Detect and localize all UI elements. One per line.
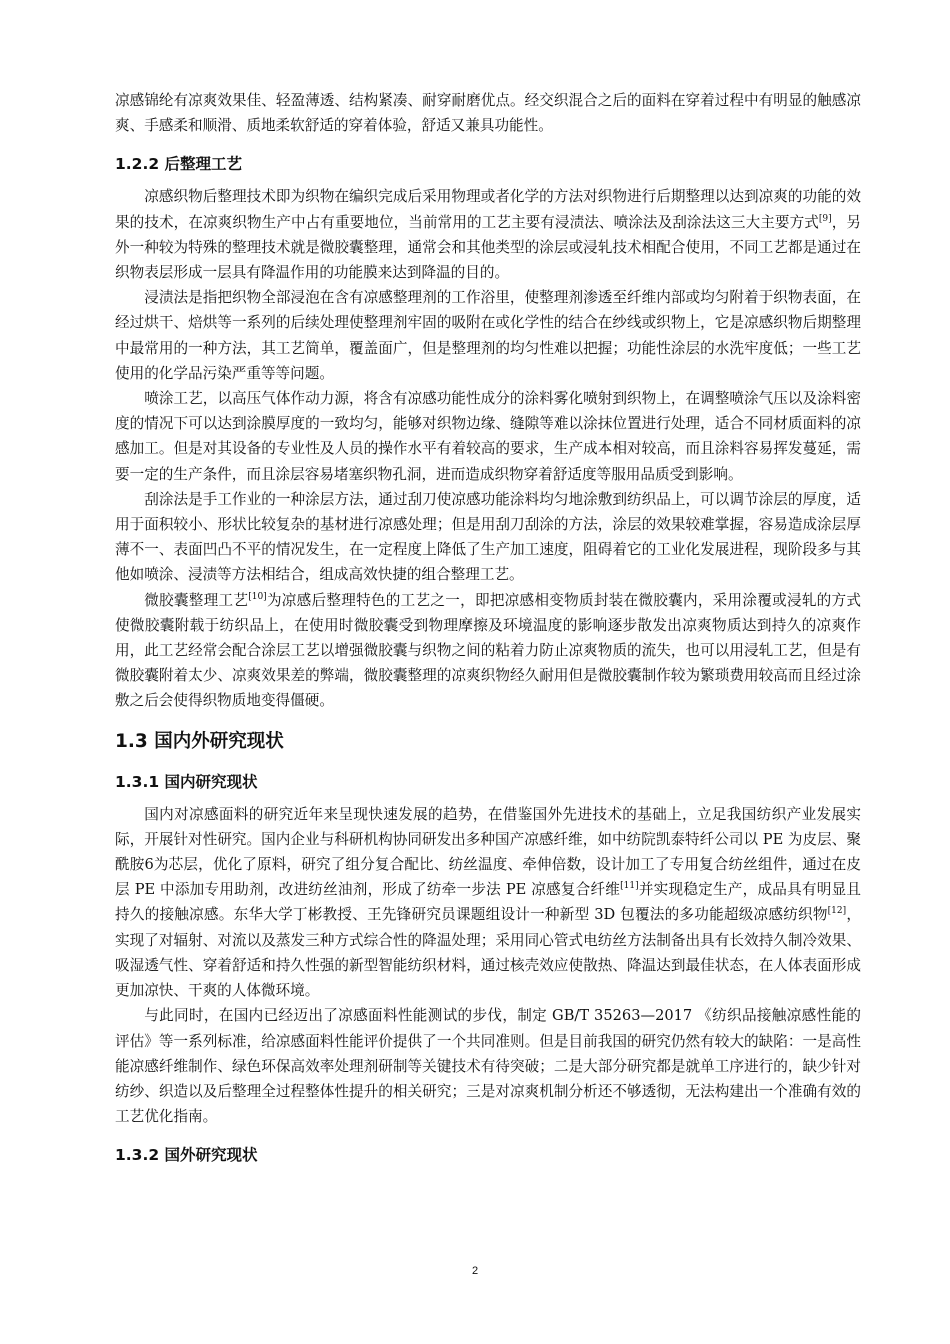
citation-ref-10: [10] <box>248 591 267 602</box>
document-body <box>115 88 861 1175</box>
paragraph-spraying-method: 喷涂工艺，以高压气体作动力源，将含有凉感功能性成分的涂料雾化喷射到织物上，在调整喷涂气压以及涂料密度的情况下可以达到涂膜厚度的一致均匀，能够对织物边缘、缝隙等难以涂抹位置进行处理，适合不同材质面料的凉感加工。但是对其设备的专业性及人员的操作水平有着较高的要求，生产成本相对较高，而且涂料容易挥发蔓延，需要一定的生产条件，而且涂层容易堵塞织物孔洞，进而造成织物穿着舒适度等服用品质受到影响。 <box>115 390 861 483</box>
text-segment: 国内对凉感面料的研究近年来呈现快速发展的趋势，在借鉴国外先进技术的基础上，立足我国纺织产业发展实际，开展针对性研究。国内企业与科研机构协同研发出多种国产凉感纤维，如中纺院凯泰特纤公司以 PE 为皮层、聚酰胺6为芯层，优化了原料，研究了组分复合配比、纺丝温度、牵伸倍数，设计加工了专用复合纺丝组件，通过在皮层 PE 中添加专用助剂，改进纺丝油剂，形成了纺牵一步法 PE 凉感复合纤维 <box>115 805 861 899</box>
paragraph-domestic-research <box>115 802 861 1004</box>
paragraph-finishing-overview <box>115 184 861 285</box>
paragraph-microcapsule <box>115 588 861 714</box>
citation-ref-11: [11] <box>620 881 639 892</box>
text-segment: 微胶囊整理工艺 <box>144 591 249 609</box>
heading-1-2-2: 1.2.2 后整理工艺 <box>115 155 243 174</box>
text-segment: 为凉感后整理特色的工艺之一，即把凉感相变物质封装在微胶囊内，采用涂覆或浸轧的方式使微胶囊附载于纺织品上，在使用时微胶囊受到物理摩擦及环境温度的影响逐步散发出凉爽物质达到持久的凉爽作用，此工艺经常会配合涂层工艺以增强微胶囊与织物之间的粘着力防止凉爽物质的流失，也可以用浸轧工艺，但是有微胶囊附着太少、凉爽效果差的弊端，微胶囊整理的凉爽织物经久耐用但是微胶囊制作较为繁琐费用较高而且经过涂敷之后会使得织物质地变得僵硬。 <box>115 591 861 710</box>
heading-1-3-1: 1.3.1 国内研究现状 <box>115 772 258 791</box>
page-number: 2 <box>471 1265 479 1277</box>
citation-ref-12: [12] <box>827 906 847 917</box>
heading-1-3: 1.3 国内外研究现状 <box>115 730 284 752</box>
paragraph-cool-nylon: 凉感锦纶有凉爽效果佳、轻盈薄透、结构紧凑、耐穿耐磨优点。经交织混合之后的面料在穿着过程中有明显的触感凉爽、手感柔和顺滑、质地柔软舒适的穿着体验，舒适又兼具功能性。 <box>115 92 861 135</box>
text-segment: 凉感织物后整理技术即为织物在编织完成后采用物理或者化学的方法对织物进行后期整理以达到凉爽的功能的效果的技术，在凉爽织物生产中占有重要地位，当前常用的工艺主要有浸渍法、喷涂法及刮涂法这三大主要方式 <box>115 188 861 231</box>
paragraph-standards: 与此同时，在国内已经迈出了凉感面料性能测试的步伐，制定 GB/T 35263—2017 《纺织品接触凉感性能的评估》等一系列标准，给凉感面料性能评价提供了一个共同准则。但是目前我国的研究仍然有较大的缺陷：一是高性能凉感纤维制作、绿色环保高效率处理剂研制等关键技术有待突破；二是大部分研究都是就单工序进行的，缺少针对纺纱、织造以及后整理全过程整体性提升的相关研究；三是对凉爽机制分析还不够透彻，无法构建出一个准确有效的工艺优化指南。 <box>115 1007 861 1126</box>
citation-ref-9: [9] <box>818 213 832 224</box>
text-segment: 并实现稳定生产，成品具有明显且持久的接触凉感。东华大学丁彬教授、王先锋研究员课题组设计一种新型 3D 包覆法的多功能超级凉感纺织物 <box>115 881 861 924</box>
text-segment: ，实现了对辐射、对流以及蒸发三种方式综合性的降温处理；采用同心管式电纺丝方法制备出具有长效持久制冷效果、吸湿透气性、穿着舒适和持久性强的新型智能纺织材料，通过核壳效应使散热、降温达到最佳状态，在人体表面形成更加凉快、干爽的人体微环境。 <box>115 906 861 1000</box>
heading-1-3-2: 1.3.2 国外研究现状 <box>115 1146 258 1165</box>
paragraph-dipping-method: 浸渍法是指把织物全部浸泡在含有凉感整理剂的工作浴里，使整理剂渗透至纤维内部或均匀附着于织物表面，在经过烘干、焙烘等一系列的后续处理使整理剂牢固的吸附在或化学性的结合在纱线或织物上，它是凉感织物后期整理中最常用的一种方法，其工艺简单，覆盖面广，但是整理剂的均匀性难以把握；功能性涂层的水洗牢度低；一些工艺使用的化学品污染严重等等问题。 <box>115 289 861 382</box>
paragraph-scraping-method: 刮涂法是手工作业的一种涂层方法，通过刮刀使凉感功能涂料均匀地涂敷到纺织品上，可以调节涂层的厚度，适用于面积较小、形状比较复杂的基材进行凉感处理；但是用刮刀刮涂的方法，涂层的效果较难掌握，容易造成涂层厚薄不一、表面凹凸不平的情况发生，在一定程度上降低了生产加工速度，阻碍着它的工业化发展进程，现阶段多与其他如喷涂、浸渍等方法相结合，组成高效快捷的组合整理工艺。 <box>115 490 861 584</box>
text-segment: ，另外一种较为特殊的整理技术就是微胶囊整理，通常会和其他类型的涂层或浸轧技术相配合使用，不同工艺都是通过在织物表层形成一层具有降温作用的功能膜来达到降温的目的。 <box>115 213 861 282</box>
